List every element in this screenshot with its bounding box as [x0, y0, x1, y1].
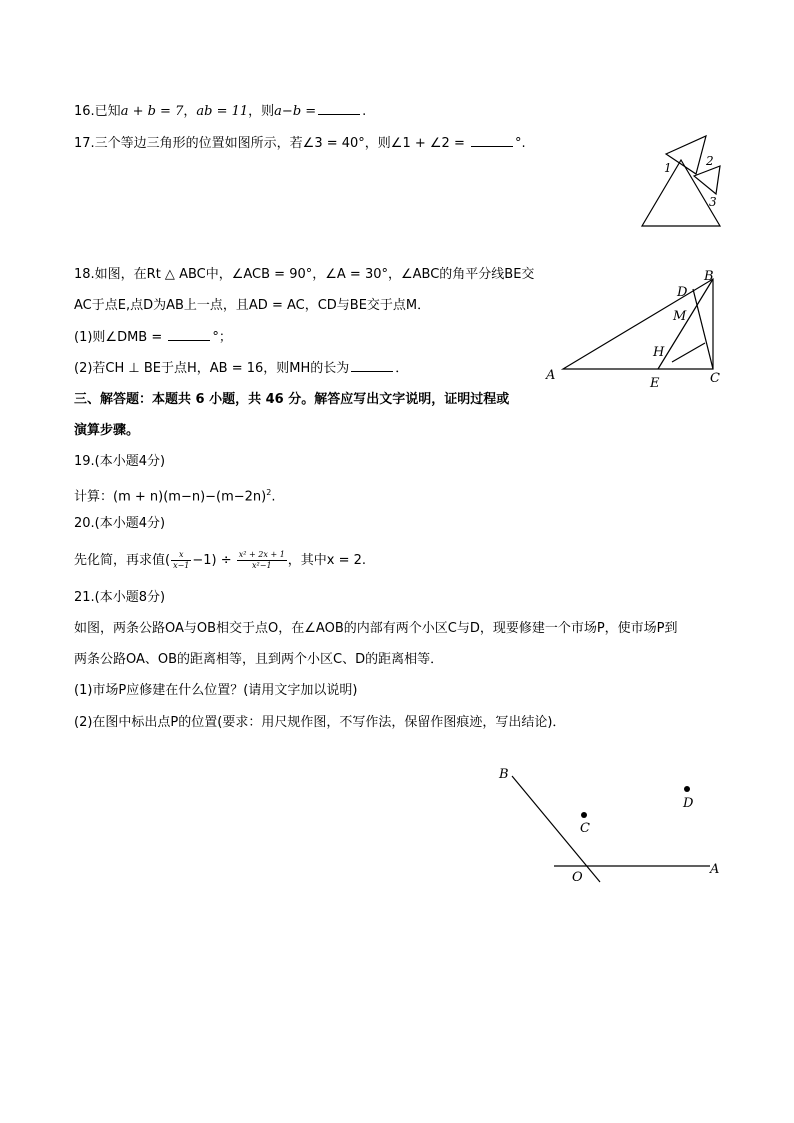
q18-part2-end: ．: [395, 361, 409, 376]
answer-blank[interactable]: [471, 133, 513, 147]
fig18-label-e: E: [650, 376, 660, 390]
q20-f2-numerator: x² + 2x + 1: [238, 550, 285, 559]
q19-end: .: [271, 489, 276, 505]
section3-heading: 三、解答题：本题共 6 小题，共 46 分。解答应写出文字说明，证明过程或: [74, 392, 510, 407]
segment-ch: [672, 343, 705, 362]
fig21-label-b: B: [499, 767, 509, 782]
q20-f2-denominator: x²−1: [252, 561, 272, 570]
q18-part1-text: (1)则∠DMB =: [74, 330, 167, 345]
point-c: [581, 812, 587, 818]
fig18-label-m: M: [673, 309, 687, 324]
q20-f1-numerator: x: [171, 550, 191, 561]
q16-end: .: [362, 104, 367, 119]
answer-blank[interactable]: [168, 327, 210, 341]
fig18-label-h: H: [653, 345, 665, 360]
q18-part2-text: (2)若CH ⊥ BE于点H，AB = 16，则MH的长为: [74, 361, 350, 376]
fig17-label-1: 1: [664, 161, 672, 175]
fig21-label-a: A: [710, 862, 720, 877]
q18-line1: 18.如图，在Rt △ ABC中，∠ACB = 90°，∠A = 30°，∠ABC的角平分线BE交: [74, 267, 535, 282]
q19-expression: 计算：(m + n)(m−n)−(m−2n): [74, 489, 267, 505]
answer-blank[interactable]: [351, 358, 393, 372]
q20-header: 20.(本小题4分): [74, 516, 166, 531]
segment-cd: [693, 289, 713, 369]
fig18-label-a: A: [546, 368, 556, 383]
point-d: [684, 786, 690, 792]
q20-mid: −1) ÷: [192, 553, 236, 568]
q20-fraction-2: [237, 550, 287, 571]
q21-line1: 如图，两条公路OA与OB相交于点O，在∠AOB的内部有两个小区C与D，现要修建一个市场P，使市场P到: [74, 621, 678, 636]
q20-body: [74, 548, 366, 574]
fig18-label-b: B: [704, 269, 714, 284]
q19-exponent: 2: [266, 488, 272, 497]
q20-fraction-1: [171, 550, 191, 571]
q21-part2: (2)在图中标出点P的位置(要求：用尺规作图，不写作法，保留作图痕迹，写出结论)．: [74, 715, 566, 730]
q16-eq1: a + b = 7: [120, 104, 184, 119]
q16-eq2: ab = 11: [196, 104, 249, 119]
section3-heading-cont: 演算步骤。: [74, 423, 140, 438]
q21-header: 21.(本小题8分): [74, 590, 166, 605]
fig17-label-3: 3: [709, 195, 717, 209]
q19-body: [74, 483, 275, 507]
fig21-label-d: D: [683, 796, 694, 811]
figure-q17-triangles: [636, 132, 728, 232]
question-17: [74, 133, 526, 154]
figure-q18-triangle: [540, 265, 730, 390]
fig18-label-d: D: [677, 285, 688, 300]
q16-prefix: 16.已知: [74, 104, 121, 119]
q16-expr: a−b =: [274, 104, 317, 119]
q21-line2: 两条公路OA、OB的距离相等，且到两个小区C、D的距离相等．: [74, 652, 444, 667]
q18-part1: [74, 327, 232, 348]
fig17-label-2: 2: [706, 154, 714, 168]
q19-header: 19.(本小题4分): [74, 454, 166, 469]
q18-line2: AC于点E,点D为AB上一点，且AD = AC，CD与BE交于点M．: [74, 298, 431, 313]
small-triangle: [694, 166, 720, 194]
q20-pre: 先化简，再求值(: [74, 553, 171, 568]
q18-part1-end: °；: [212, 330, 232, 345]
answer-blank[interactable]: [318, 101, 360, 115]
q16-mid: ，则: [248, 104, 275, 119]
fig18-label-c: C: [710, 371, 720, 386]
q20-f1-denominator: x−1: [173, 561, 190, 570]
q20-post: ，其中x = 2.: [287, 553, 367, 568]
fig21-label-o: O: [572, 870, 583, 885]
figure-q21-roads: [490, 760, 730, 890]
fig21-label-c: C: [580, 821, 590, 836]
q16-sep: ，: [183, 104, 197, 119]
q17-end: °.: [514, 136, 526, 151]
q18-part2: [74, 358, 408, 379]
question-16: [74, 101, 366, 122]
triangle-abc: [563, 279, 713, 369]
q17-text: 17.三个等边三角形的位置如图所示，若∠3 = 40°，则∠1 + ∠2 =: [74, 136, 469, 151]
q21-part1: (1)市场P应修建在什么位置？(请用文字加以说明): [74, 683, 358, 698]
